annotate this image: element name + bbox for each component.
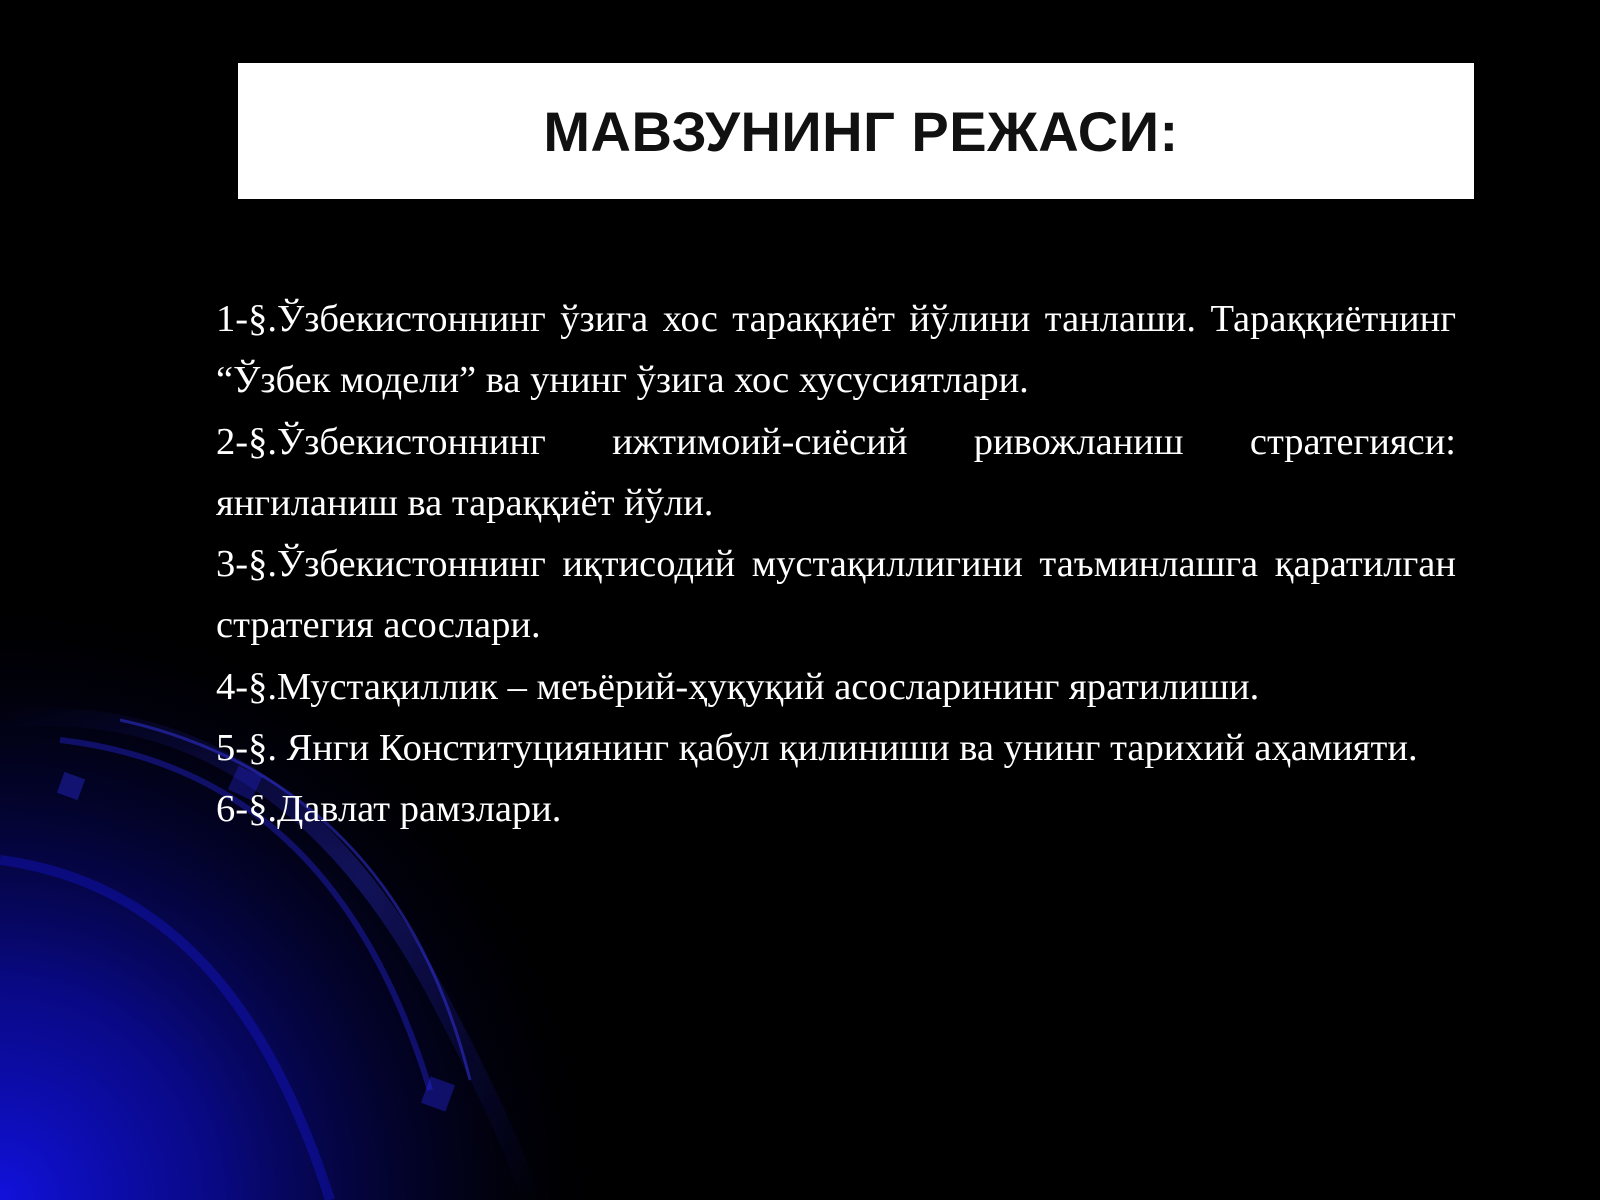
title-box <box>238 63 1474 199</box>
slide-title: МАВЗУНИНГ РЕЖАСИ: <box>543 99 1179 163</box>
plan-item-2: 2-§.Ўзбекистоннинг ижтимоий-сиёсий ривожланиш стратегияси: янгиланиш ва тараққиёт йўли. <box>216 420 1456 524</box>
plan-item-3: 3-§.Ўзбекистоннинг иқтисодий мустақиллигини таъминлашга қаратилган стратегия асослари. <box>216 543 1456 647</box>
plan-item-5: 5-§. Янги Конституциянинг қабул қилиниши ва унинг тарихий аҳамияти. <box>216 727 1418 770</box>
plan-item-6: 6-§.Давлат рамзлари. <box>216 788 562 831</box>
plan-list <box>216 289 1456 841</box>
plan-item-1: 1-§.Ўзбекистоннинг ўзига хос тараққиёт йўлини танлаши. Тараққиётнинг “Ўзбек модели” ва унинг ўзига хос хусусиятлари. <box>216 298 1456 402</box>
plan-item-4: 4-§.Мустақиллик – меъёрий-ҳуқуқий асосларининг яратилиши. <box>216 665 1260 708</box>
